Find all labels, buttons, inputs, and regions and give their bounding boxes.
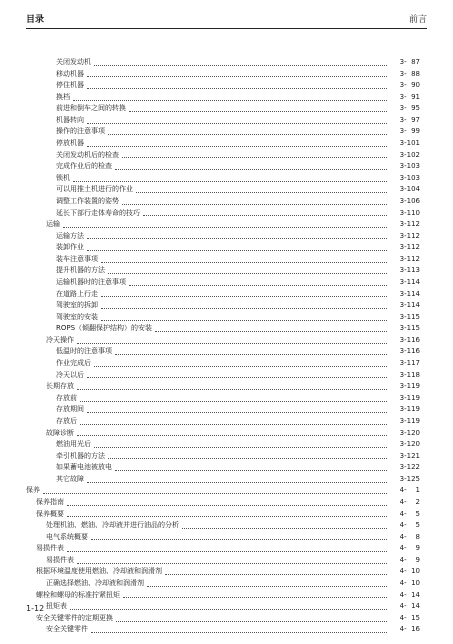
dot-leader bbox=[87, 411, 387, 413]
toc-entry-page: 3-119 bbox=[399, 393, 420, 402]
dot-leader bbox=[67, 515, 387, 517]
toc-entry-page: 4- 9 bbox=[399, 544, 420, 553]
toc-entry[interactable] bbox=[26, 80, 420, 92]
dot-leader bbox=[129, 284, 387, 286]
toc-entry[interactable] bbox=[26, 566, 420, 578]
toc-entry-page: 3-116 bbox=[399, 335, 420, 344]
toc-entry-title: 驾驶室的拆卸 bbox=[56, 301, 98, 310]
toc-entry[interactable] bbox=[26, 312, 420, 324]
toc-entry-title: 操作的注意事项 bbox=[56, 127, 105, 136]
dot-leader bbox=[73, 99, 387, 101]
dot-leader bbox=[122, 156, 387, 158]
dot-leader bbox=[136, 191, 387, 193]
toc-entry[interactable] bbox=[26, 219, 420, 231]
toc-entry-title: 低温时的注意事项 bbox=[56, 347, 112, 356]
dot-leader bbox=[67, 504, 387, 506]
toc-entry-title: 运输机器时的注意事项 bbox=[56, 277, 126, 286]
dot-leader bbox=[129, 110, 387, 112]
table-of-contents bbox=[26, 57, 420, 636]
dot-leader bbox=[94, 64, 387, 66]
toc-entry[interactable] bbox=[26, 335, 420, 347]
toc-entry[interactable] bbox=[26, 346, 420, 358]
toc-entry-page: 4- 14 bbox=[399, 602, 420, 611]
toc-entry-title: 在道路上行走 bbox=[56, 289, 98, 298]
page-number: 1-12 bbox=[26, 604, 45, 613]
dot-leader bbox=[87, 122, 387, 124]
toc-entry-page: 4- 8 bbox=[399, 532, 420, 541]
toc-entry-title: 根据环境温度使用燃油、冷却液和润滑剂 bbox=[36, 567, 162, 576]
dot-leader bbox=[155, 330, 387, 332]
dot-leader bbox=[77, 388, 387, 390]
dot-leader bbox=[87, 145, 387, 147]
toc-entry[interactable] bbox=[26, 416, 420, 428]
toc-entry-page: 3-119 bbox=[399, 405, 420, 414]
toc-entry-title: 停住机器 bbox=[56, 81, 84, 90]
toc-entry-page: 3-120 bbox=[399, 440, 420, 449]
dot-leader bbox=[87, 75, 387, 77]
toc-entry-page: 4- 16 bbox=[399, 625, 420, 634]
dot-leader bbox=[87, 249, 387, 251]
toc-entry-title: 前进和倒车之间的转换 bbox=[56, 104, 126, 113]
toc-entry-title: 移动机器 bbox=[56, 69, 84, 78]
toc-entry-page: 4- 10 bbox=[399, 567, 420, 576]
toc-entry-title: 可以用推土机进行的作业 bbox=[56, 185, 133, 194]
toc-entry-page: 3-115 bbox=[399, 312, 420, 321]
toc-entry-title: 停放机器 bbox=[56, 139, 84, 148]
toc-entry[interactable] bbox=[26, 208, 420, 220]
toc-entry[interactable] bbox=[26, 590, 420, 602]
toc-entry-page: 3-112 bbox=[399, 254, 420, 263]
toc-entry-page: 3-103 bbox=[399, 162, 420, 171]
toc-entry-page: 3-106 bbox=[399, 196, 420, 205]
toc-entry-title: 安全关键零件的定期更换 bbox=[36, 613, 113, 622]
toc-entry-page: 3-102 bbox=[399, 150, 420, 159]
toc-entry-page: 3-114 bbox=[399, 277, 420, 286]
toc-entry-title: 关闭发动机后的检查 bbox=[56, 150, 119, 159]
toc-entry-title: 装车注意事项 bbox=[56, 254, 98, 263]
toc-entry[interactable] bbox=[26, 289, 420, 301]
toc-entry-page: 3-113 bbox=[399, 266, 420, 275]
toc-entry[interactable] bbox=[26, 242, 420, 254]
toc-entry-title: 保养指南 bbox=[36, 497, 64, 506]
toc-entry[interactable] bbox=[26, 92, 420, 104]
dot-leader bbox=[70, 608, 387, 610]
dot-leader bbox=[115, 469, 387, 471]
toc-entry-title: 存放后 bbox=[56, 416, 77, 425]
header-section-label: 前言 bbox=[408, 15, 427, 25]
toc-entry-title: 保养 bbox=[26, 486, 40, 495]
toc-entry-page: 3-121 bbox=[399, 451, 420, 460]
toc-entry[interactable] bbox=[26, 196, 420, 208]
toc-entry-page: 3-120 bbox=[399, 428, 420, 437]
toc-entry[interactable] bbox=[26, 277, 420, 289]
toc-entry[interactable] bbox=[26, 532, 420, 544]
toc-entry[interactable] bbox=[26, 254, 420, 266]
dot-leader bbox=[87, 87, 387, 89]
toc-entry[interactable] bbox=[26, 161, 420, 173]
toc-entry[interactable] bbox=[26, 323, 420, 335]
dot-leader bbox=[123, 596, 387, 598]
toc-entry-title: ROPS（倾翻保护结构）的安装 bbox=[56, 324, 153, 333]
toc-entry-title: 冷天操作 bbox=[46, 335, 74, 344]
toc-entry[interactable] bbox=[26, 543, 420, 555]
dot-leader bbox=[115, 353, 387, 355]
toc-entry-page: 3- 97 bbox=[399, 115, 420, 124]
dot-leader bbox=[94, 446, 387, 448]
dot-leader bbox=[67, 550, 387, 552]
dot-leader bbox=[165, 573, 387, 575]
toc-entry-title: 处理机油、燃油、冷却液并进行油品的分析 bbox=[46, 521, 179, 530]
dot-leader bbox=[91, 538, 387, 540]
toc-entry-title: 牵引机器的方法 bbox=[56, 451, 105, 460]
toc-entry[interactable] bbox=[26, 497, 420, 509]
toc-entry-page: 4- 15 bbox=[399, 613, 420, 622]
toc-entry[interactable] bbox=[26, 138, 420, 150]
toc-entry-title: 作业完成后 bbox=[56, 359, 91, 368]
toc-entry[interactable] bbox=[26, 520, 420, 532]
toc-entry[interactable] bbox=[26, 69, 420, 81]
toc-entry-title: 易损件表 bbox=[36, 544, 64, 553]
toc-entry-page: 4- 5 bbox=[399, 509, 420, 518]
toc-entry-page: 3- 90 bbox=[399, 81, 420, 90]
toc-entry[interactable] bbox=[26, 509, 420, 521]
toc-entry[interactable] bbox=[26, 150, 420, 162]
dot-leader bbox=[122, 203, 387, 205]
toc-entry[interactable] bbox=[26, 439, 420, 451]
toc-entry-title: 其它故障 bbox=[56, 474, 84, 483]
toc-entry[interactable] bbox=[26, 231, 420, 243]
header-contents-label: 目录 bbox=[26, 15, 45, 25]
toc-entry-page: 3-110 bbox=[399, 208, 420, 217]
toc-entry-page: 3-112 bbox=[399, 231, 420, 240]
toc-entry-title: 螺栓和螺母的标准拧紧扭矩 bbox=[36, 590, 120, 599]
toc-entry-title: 如果蓄电池被放电 bbox=[56, 463, 112, 472]
toc-entry-title: 运输方法 bbox=[56, 231, 84, 240]
dot-leader bbox=[147, 585, 387, 587]
toc-entry-page: 4- 10 bbox=[399, 579, 420, 588]
dot-leader bbox=[94, 365, 387, 367]
toc-entry-page: 4- 1 bbox=[399, 486, 420, 495]
dot-leader bbox=[63, 226, 387, 228]
dot-leader bbox=[143, 214, 387, 216]
toc-entry[interactable] bbox=[26, 624, 420, 636]
toc-entry[interactable] bbox=[26, 485, 420, 497]
toc-entry-page: 3-117 bbox=[399, 359, 420, 368]
toc-entry-page: 3- 95 bbox=[399, 104, 420, 113]
dot-leader bbox=[101, 295, 387, 297]
toc-entry[interactable] bbox=[26, 184, 420, 196]
toc-entry-title: 锁机 bbox=[56, 173, 70, 182]
toc-entry-page: 3-114 bbox=[399, 301, 420, 310]
toc-entry-title: 存放期间 bbox=[56, 405, 84, 414]
toc-entry-title: 运输 bbox=[46, 220, 60, 229]
dot-leader bbox=[80, 400, 387, 402]
toc-entry[interactable] bbox=[26, 613, 420, 625]
toc-entry-title: 换档 bbox=[56, 92, 70, 101]
toc-entry-page: 3-115 bbox=[399, 324, 420, 333]
toc-entry[interactable] bbox=[26, 173, 420, 185]
toc-entry[interactable] bbox=[26, 103, 420, 115]
toc-entry[interactable] bbox=[26, 126, 420, 138]
dot-leader bbox=[77, 342, 387, 344]
toc-entry-page: 3- 99 bbox=[399, 127, 420, 136]
toc-entry-title: 机器转向 bbox=[56, 115, 84, 124]
dot-leader bbox=[108, 272, 387, 274]
toc-entry-title: 调整工作装置的姿势 bbox=[56, 196, 119, 205]
toc-entry[interactable] bbox=[26, 370, 420, 382]
dot-leader bbox=[73, 180, 387, 182]
toc-entry-page: 4- 5 bbox=[399, 521, 420, 530]
toc-entry-page: 4- 9 bbox=[399, 555, 420, 564]
toc-entry-title: 安全关键零件 bbox=[46, 625, 88, 634]
toc-entry-page: 3-116 bbox=[399, 347, 420, 356]
toc-entry-title: 长期存放 bbox=[46, 382, 74, 391]
toc-entry[interactable] bbox=[26, 462, 420, 474]
toc-entry-title: 扭矩表 bbox=[46, 602, 67, 611]
toc-entry-page: 3-103 bbox=[399, 173, 420, 182]
dot-leader bbox=[182, 527, 387, 529]
dot-leader bbox=[91, 631, 387, 633]
toc-entry[interactable] bbox=[26, 57, 420, 69]
toc-entry[interactable] bbox=[26, 358, 420, 370]
toc-entry[interactable] bbox=[26, 555, 420, 567]
toc-entry-page: 3-119 bbox=[399, 382, 420, 391]
toc-entry-page: 3-112 bbox=[399, 220, 420, 229]
toc-entry-page: 4- 2 bbox=[399, 497, 420, 506]
dot-leader bbox=[101, 261, 387, 263]
toc-entry-page: 3-122 bbox=[399, 463, 420, 472]
toc-entry-title: 保养概要 bbox=[36, 509, 64, 518]
toc-entry-page: 3- 88 bbox=[399, 69, 420, 78]
toc-entry-title: 电气系统概要 bbox=[46, 532, 88, 541]
dot-leader bbox=[108, 133, 387, 135]
dot-leader bbox=[115, 168, 387, 170]
page-header bbox=[26, 12, 427, 29]
toc-entry-page: 3-119 bbox=[399, 416, 420, 425]
toc-entry-title: 提升机器的方法 bbox=[56, 266, 105, 275]
toc-entry-page: 3-114 bbox=[399, 289, 420, 298]
toc-entry-page: 3-118 bbox=[399, 370, 420, 379]
toc-entry-page: 3-104 bbox=[399, 185, 420, 194]
toc-entry-title: 冷天以后 bbox=[56, 370, 84, 379]
dot-leader bbox=[87, 481, 387, 483]
dot-leader bbox=[101, 307, 387, 309]
dot-leader bbox=[43, 492, 387, 494]
toc-entry-title: 存放前 bbox=[56, 393, 77, 402]
toc-entry-title: 关闭发动机 bbox=[56, 58, 91, 66]
toc-entry-page: 3-125 bbox=[399, 474, 420, 483]
dot-leader bbox=[108, 457, 387, 459]
dot-leader bbox=[80, 423, 387, 425]
toc-entry[interactable] bbox=[26, 381, 420, 393]
toc-entry-page: 3- 91 bbox=[399, 92, 420, 101]
toc-entry-page: 3-112 bbox=[399, 243, 420, 252]
dot-leader bbox=[77, 434, 387, 436]
dot-leader bbox=[77, 562, 387, 564]
toc-entry[interactable] bbox=[26, 428, 420, 440]
toc-entry[interactable] bbox=[26, 115, 420, 127]
toc-entry[interactable] bbox=[26, 578, 420, 590]
toc-entry-title: 延长下部行走体寿命的技巧 bbox=[56, 208, 140, 217]
toc-entry-page: 3- 87 bbox=[399, 58, 420, 66]
toc-entry[interactable] bbox=[26, 601, 420, 613]
toc-entry-page: 3-101 bbox=[399, 139, 420, 148]
toc-entry[interactable] bbox=[26, 451, 420, 463]
toc-entry-page: 4- 14 bbox=[399, 590, 420, 599]
toc-entry-title: 装卸作业 bbox=[56, 243, 84, 252]
toc-entry-title: 故障诊断 bbox=[46, 428, 74, 437]
dot-leader bbox=[87, 237, 387, 239]
toc-entry[interactable] bbox=[26, 474, 420, 486]
toc-entry[interactable] bbox=[26, 393, 420, 405]
dot-leader bbox=[87, 376, 387, 378]
toc-entry-title: 燃油用光后 bbox=[56, 440, 91, 449]
toc-entry-title: 易损件表 bbox=[46, 555, 74, 564]
dot-leader bbox=[101, 319, 387, 321]
toc-entry[interactable] bbox=[26, 300, 420, 312]
toc-entry[interactable] bbox=[26, 404, 420, 416]
toc-entry-title: 正确选择燃油、冷却液和润滑剂 bbox=[46, 579, 144, 588]
toc-entry-title: 驾驶室的安装 bbox=[56, 312, 98, 321]
dot-leader bbox=[116, 620, 387, 622]
toc-entry[interactable] bbox=[26, 265, 420, 277]
toc-entry-title: 完成作业后的检查 bbox=[56, 162, 112, 171]
